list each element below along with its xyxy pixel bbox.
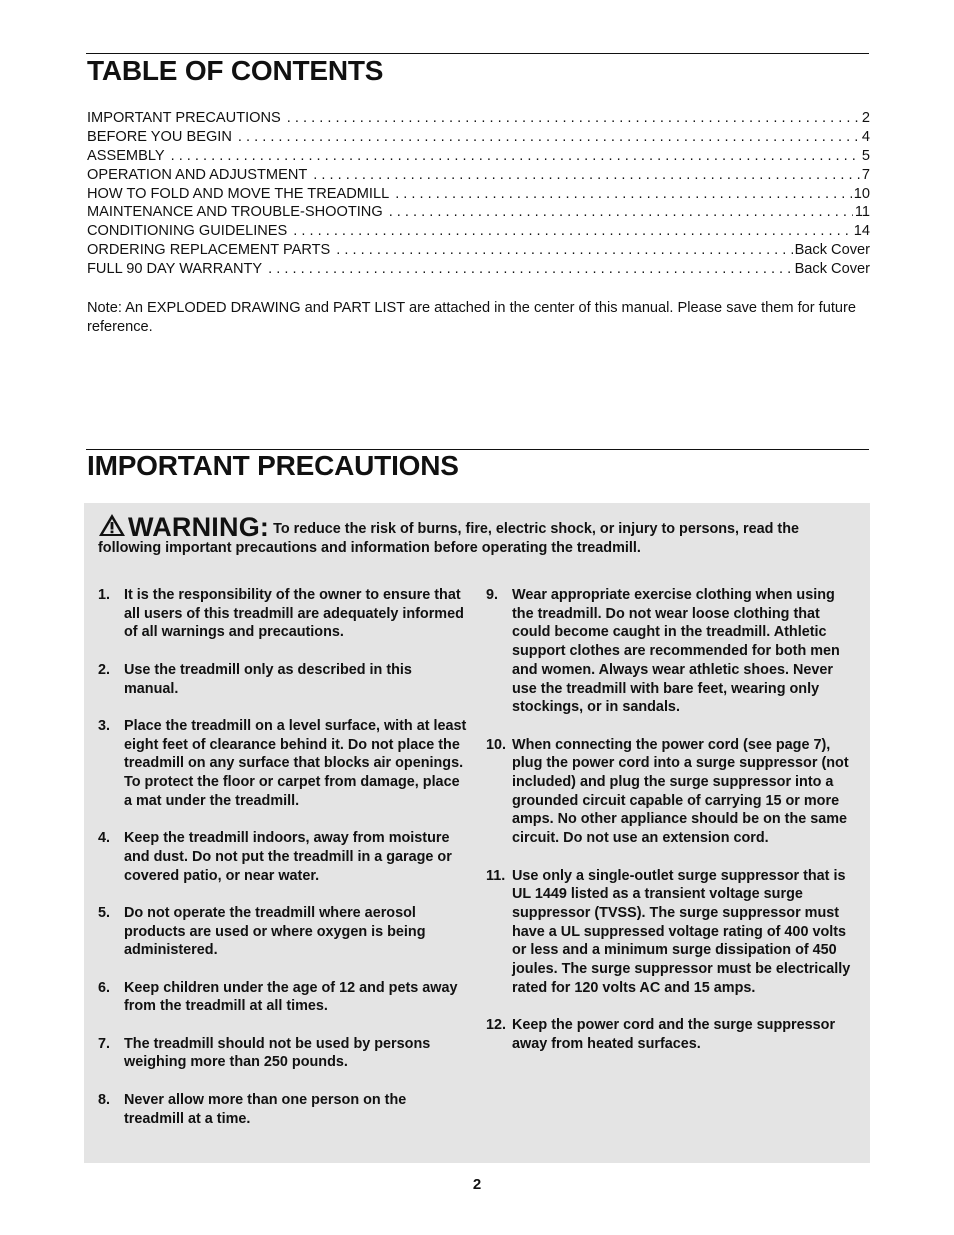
toc-entry-page: 2: [861, 110, 870, 126]
toc-leader-dots: [395, 186, 852, 202]
item-number: 9.: [486, 587, 499, 603]
precautions-right-column: [486, 586, 858, 1072]
item-text: Use only a single-outlet surge suppressor that is UL 1449 listed as a transient voltage surge suppressor (TVSS). The surge suppressor must have a UL suppressed voltage rating of 400 volts or less and a minimum surge dissipation of 450 joules. The surge suppressor must be electrically rated for 120 volts AC and 15 amps.: [512, 867, 851, 996]
toc-entry-page: 11: [854, 204, 870, 221]
toc-heading: TABLE OF CONTENTS: [87, 55, 384, 86]
precautions-left-column: [98, 586, 468, 1147]
item-number: 11.: [486, 867, 506, 884]
item-text: Keep the treadmill indoors, away from moisture and dust. Do not put the treadmill in a garage or covered patio, or near water.: [124, 830, 452, 884]
toc-entry-title: ORDERING REPLACEMENT PARTS: [87, 242, 331, 259]
item-number: 2.: [98, 661, 111, 678]
item-text: Keep children under the age of 12 and pets away from the treadmill at all times.: [124, 979, 458, 1015]
list-item: [98, 904, 468, 960]
item-text: Wear appropriate exercise clothing when using the treadmill. Do not wear loose clothing that could become caught in the treadmill. Athletic support clothes are recommended for both men and women. Always wear athletic shoes. Never use the treadmill with bare feet, wearing only stockings, or in sandals.: [512, 587, 840, 716]
item-number: 12.: [486, 1017, 507, 1034]
item-text: Use the treadmill only as described in this manual.: [124, 661, 412, 697]
item-number: 1.: [98, 587, 111, 603]
toc-entry-title: BEFORE YOU BEGIN: [87, 128, 232, 145]
toc-entry-page: 5: [861, 147, 870, 164]
toc-entry-title: MAINTENANCE AND TROUBLE-SHOOTING: [87, 204, 383, 221]
toc-entry[interactable]: [87, 186, 870, 205]
toc-entry-title: CONDITIONING GUIDELINES: [87, 223, 288, 240]
item-text: Place the treadmill on a level surface, with at least eight feet of clearance behind it. Do not place the treadmill on any surface that blocks air openings. To protect the floor or carpet from damage, place a mat under the treadmill.: [124, 717, 467, 809]
item-number: 6.: [98, 979, 111, 996]
list-item: [98, 586, 468, 642]
list-item: [98, 1035, 468, 1072]
warning-label: WARNING:: [128, 512, 270, 542]
toc-entry-title: FULL 90 DAY WARRANTY: [87, 261, 263, 278]
item-number: 7.: [98, 1035, 111, 1052]
item-number: 5.: [98, 904, 111, 921]
toc-entry-page: 7: [861, 166, 870, 183]
item-number: 3.: [98, 717, 111, 734]
toc-entry-title: HOW TO FOLD AND MOVE THE TREADMILL: [87, 185, 390, 202]
list-item: [98, 1091, 468, 1128]
toc-leader-dots: [389, 204, 853, 220]
toc-entry[interactable]: [87, 223, 870, 242]
list-item: [486, 586, 858, 717]
warning-statement: [98, 513, 858, 558]
top-rule: [86, 53, 869, 54]
precautions-heading: IMPORTANT PRECAUTIONS: [87, 450, 459, 481]
toc-entry-page: Back Cover: [794, 242, 870, 259]
list-item: [486, 1016, 858, 1053]
item-text: When connecting the power cord (see page 7), plug the power cord into a surge suppressor (not included) and plug the surge suppressor into a grounded circuit capable of carrying 15 or more amps. No other appliance should be on the same circuit. Do not use an extension cord.: [512, 736, 849, 847]
toc-leader-dots: [171, 148, 860, 164]
toc-leader-dots: [313, 167, 860, 183]
toc-entry-page: Back Cover: [794, 261, 870, 278]
item-text: Keep the power cord and the surge suppressor away from heated surfaces.: [512, 1017, 836, 1052]
list-item: [98, 829, 468, 885]
toc-entry-title: OPERATION AND ADJUSTMENT: [87, 166, 308, 183]
list-item: [98, 979, 468, 1016]
page-number: 2: [472, 1176, 482, 1193]
list-item: [486, 736, 858, 848]
toc-leader-dots: [238, 129, 860, 145]
toc-entry[interactable]: [87, 261, 870, 280]
toc-entry[interactable]: [87, 148, 870, 167]
item-number: 8.: [98, 1091, 111, 1108]
list-item: [98, 717, 468, 811]
toc-leader-dots: [293, 223, 851, 239]
toc-entry-page: 14: [853, 223, 870, 240]
toc-leader-dots: [336, 242, 792, 258]
toc-entry[interactable]: [87, 129, 870, 148]
toc-entry-title: IMPORTANT PRECAUTIONS: [87, 110, 281, 126]
precautions-panel: [84, 503, 870, 1163]
toc-leader-dots: [268, 261, 792, 277]
toc-entry[interactable]: [87, 167, 870, 186]
item-number: 4.: [98, 830, 111, 847]
warning-text: To reduce the risk of burns, fire, electric shock, or injury to persons, read the following important precautions and information before operating the treadmill.: [98, 521, 800, 556]
toc-list: [87, 110, 870, 280]
list-item: [98, 661, 468, 698]
toc-entry-title: ASSEMBLY: [87, 147, 165, 164]
item-text: It is the responsibility of the owner to ensure that all users of this treadmill are adequately informed of all warnings and precautions.: [124, 587, 464, 641]
item-text: Never allow more than one person on the treadmill at a time.: [124, 1091, 407, 1127]
toc-entry[interactable]: [87, 204, 870, 223]
toc-entry[interactable]: [87, 110, 870, 129]
toc-entry-page: 10: [853, 185, 870, 202]
warning-triangle-icon: [98, 513, 126, 537]
toc-entry[interactable]: [87, 242, 870, 261]
item-text: The treadmill should not be used by persons weighing more than 250 pounds.: [124, 1035, 431, 1071]
toc-note: Note: An EXPLODED DRAWING and PART LIST are attached in the center of this manual. Please save them for future reference.: [87, 300, 856, 335]
toc-leader-dots: [287, 110, 860, 126]
item-number: 10.: [486, 736, 507, 753]
toc-entry-page: 4: [861, 128, 870, 145]
item-text: Do not operate the treadmill where aerosol products are used or where oxygen is being administered.: [124, 904, 426, 959]
list-item: [486, 867, 858, 998]
